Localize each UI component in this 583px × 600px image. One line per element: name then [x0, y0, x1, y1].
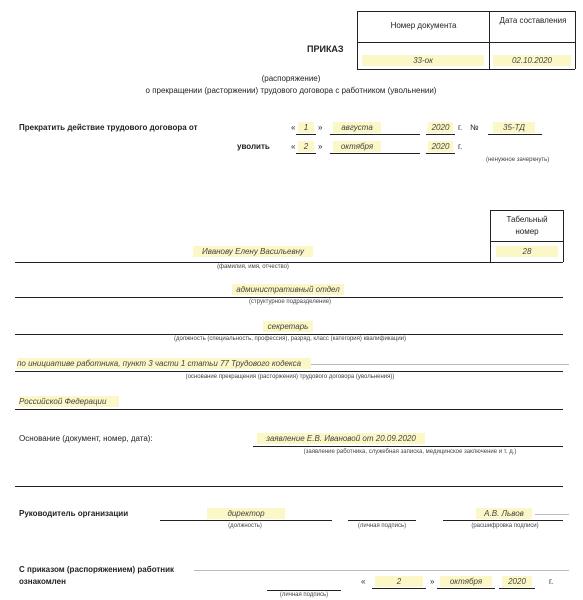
- reason-hint: (основание прекращения (расторжения) трудового договора (увольнения)): [185, 374, 395, 380]
- head-label: Руководитель организации: [19, 509, 129, 518]
- head-position-hint: (должность): [228, 523, 262, 529]
- doc-number-label: Номер документа: [390, 21, 457, 30]
- reason-country-line: [15, 409, 563, 410]
- doc-number-value: 33-ок: [362, 55, 484, 66]
- basis-text: заявление Е.В. Ивановой от 20.09.2020: [257, 433, 425, 444]
- terminate-day: 1: [298, 122, 314, 133]
- header-table-top: [357, 11, 575, 12]
- employee-name-line: [15, 262, 563, 263]
- doc-date-value: 02.10.2020: [493, 55, 571, 66]
- basis-label: Основание (документ, номер, дата):: [19, 434, 153, 443]
- tab-box-right: [563, 210, 564, 262]
- reason-country: Российской Федерации: [19, 396, 119, 407]
- page-subtitle: (распоряжение): [261, 74, 321, 83]
- department-line: [15, 297, 563, 298]
- acquaint-open-quote: «: [361, 577, 366, 586]
- employee-name-hint: (фамилия, имя, отчество): [217, 264, 289, 270]
- terminate-year-line: [426, 134, 455, 135]
- terminate-label: Прекратить действие трудового договора от: [19, 123, 198, 132]
- acquaint-day-line: [372, 588, 426, 589]
- employee-name: Иванову Елену Васильевну: [193, 246, 313, 257]
- terminate-number: 35-ТД: [493, 122, 535, 133]
- dismiss-month-line: [330, 153, 420, 154]
- dismiss-hint: (ненужное зачеркнуть): [486, 157, 550, 163]
- acquaint-year-line: [499, 588, 535, 589]
- terminate-year: 2020: [428, 122, 453, 133]
- page-subtitle-2: о прекращении (расторжении) трудового договора с работником (увольнении): [145, 86, 437, 95]
- head-position-line: [160, 520, 332, 521]
- position-value: секретарь: [263, 321, 313, 332]
- header-table-mid-border: [489, 11, 490, 69]
- terminate-no-label: №: [470, 123, 479, 132]
- position-hint: (должность (специальность, профессия), разряд, класс (категория) квалификации): [173, 336, 407, 342]
- dismiss-close-quote: »: [318, 142, 323, 151]
- acquaint-month: октября: [440, 576, 492, 587]
- acquaint-signature-line: [267, 590, 341, 591]
- acquaint-label-line: [194, 570, 569, 571]
- position-line: [15, 334, 563, 335]
- acquaint-day: 2: [375, 576, 423, 587]
- tab-number-label: Табельный номер: [506, 215, 548, 236]
- reason-line-grey: [311, 364, 569, 365]
- department-hint: (структурное подразделение): [248, 299, 332, 305]
- dismiss-open-quote: «: [291, 142, 296, 151]
- head-name-line: [443, 520, 563, 521]
- dismiss-year-line: [426, 153, 455, 154]
- terminate-close-quote: »: [318, 123, 323, 132]
- page-title: ПРИКАЗ: [307, 44, 344, 54]
- head-name: А.В. Львов: [476, 508, 532, 519]
- tab-number-value: 28: [496, 246, 558, 257]
- tab-box-mid: [490, 241, 563, 242]
- terminate-number-line: [488, 134, 542, 135]
- header-table-left-border: [357, 11, 358, 69]
- basis-line: [253, 446, 563, 447]
- dismiss-day-line: [296, 153, 316, 154]
- header-table-bottom: [357, 69, 575, 70]
- dismiss-month: октября: [333, 141, 381, 152]
- acquaint-label: С приказом (распоряжением) работник: [19, 565, 175, 574]
- dismiss-label: уволить: [237, 142, 270, 151]
- header-table-right-border: [575, 11, 576, 69]
- terminate-open-quote: «: [291, 123, 296, 132]
- acquaint-signature-hint: (личная подпись): [279, 592, 329, 598]
- header-table-mid: [357, 42, 575, 43]
- acquaint-year-suffix: г.: [549, 577, 554, 586]
- date-label: Дата составления: [499, 16, 567, 25]
- head-name-hint: (расшифровка подписи): [471, 523, 539, 529]
- reason-text: по инициативе работника, пункт 3 части 1 статьи 77 Трудового кодекса: [17, 358, 311, 369]
- reason-line: [15, 371, 563, 372]
- terminate-month-line: [330, 134, 420, 135]
- terminate-month: августа: [333, 122, 381, 133]
- section-divider: [15, 486, 563, 487]
- head-name-line-grey: [535, 514, 569, 515]
- basis-hint: (заявление работника, служебная записка, медицинское заключение и т. д.): [303, 449, 517, 455]
- head-signature-hint: (личная подпись): [357, 523, 407, 529]
- tab-box-left: [490, 210, 491, 262]
- head-signature-line: [348, 520, 416, 521]
- dismiss-year: 2020: [428, 141, 453, 152]
- head-position: директор: [207, 508, 285, 519]
- dismiss-day: 2: [298, 141, 314, 152]
- dismiss-year-suffix: г.: [458, 142, 463, 151]
- terminate-day-line: [296, 134, 316, 135]
- terminate-year-suffix: г.: [458, 123, 463, 132]
- department-value: административный отдел: [232, 284, 344, 295]
- acquaint-close-quote: »: [430, 577, 435, 586]
- tab-box-top: [490, 210, 563, 211]
- acquaint-month-line: [437, 588, 495, 589]
- acquaint-label-2: ознакомлен: [19, 577, 66, 586]
- acquaint-year: 2020: [502, 576, 532, 587]
